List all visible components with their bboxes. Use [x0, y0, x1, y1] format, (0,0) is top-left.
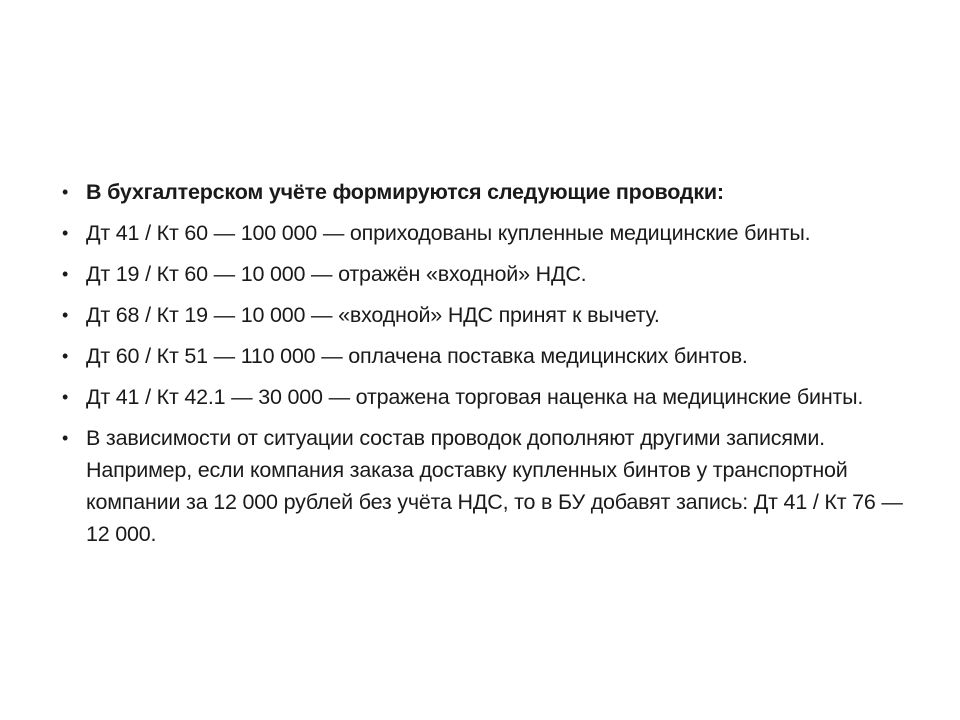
bullet-text: Дт 41 / Кт 42.1 — 30 000 — отражена торговая наценка на медицинские бинты. — [86, 385, 864, 409]
bullet-icon: • — [62, 346, 69, 366]
bullet-text: Дт 68 / Кт 19 — 10 000 — «входной» НДС принят к вычету. — [86, 303, 660, 327]
bullet-icon: • — [62, 305, 69, 325]
bullet-text: В зависимости от ситуации состав проводок дополняют другими записями. Например, если компания заказа доставку купленных бинтов у транспортной компании за 12 000 рублей без учёта НДС, то в БУ добавят запись: Дт 41 / Кт 76 — 12 000. — [86, 426, 903, 546]
bullet-item-heading — [62, 176, 912, 208]
bullet-text: В бухгалтерском учёте формируются следующие проводки: — [86, 180, 724, 204]
bullet-list — [62, 176, 912, 559]
bullet-icon: • — [62, 182, 69, 202]
bullet-item — [62, 381, 912, 413]
bullet-item — [62, 422, 912, 550]
bullet-item — [62, 258, 912, 290]
bullet-icon: • — [62, 223, 69, 243]
bullet-text: Дт 41 / Кт 60 — 100 000 — оприходованы купленные медицинские бинты. — [86, 221, 811, 245]
bullet-item — [62, 340, 912, 372]
bullet-text: Дт 19 / Кт 60 — 10 000 — отражён «входной» НДС. — [86, 262, 587, 286]
bullet-icon: • — [62, 428, 69, 448]
bullet-icon: • — [62, 264, 69, 284]
bullet-text: Дт 60 / Кт 51 — 110 000 — оплачена поставка медицинских бинтов. — [86, 344, 748, 368]
bullet-item — [62, 217, 912, 249]
bullet-item — [62, 299, 912, 331]
bullet-icon: • — [62, 387, 69, 407]
